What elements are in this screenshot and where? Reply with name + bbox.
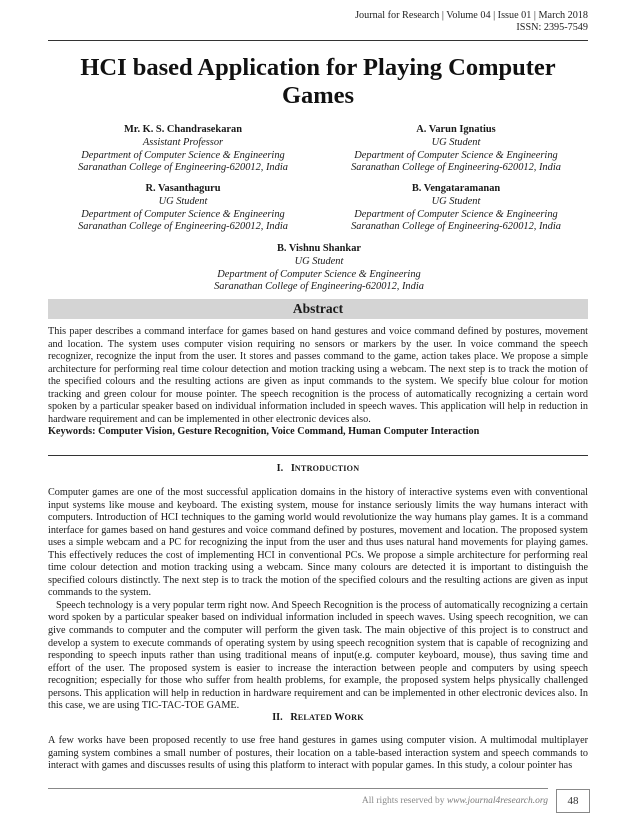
paragraph: Computer games are one of the most successful application domains in the history of interactive systems even with conventional input systems like mouse and keyboard. The existing system, mouse for instance seriously limits the way humans interact with computers. Introduction of HCI techniques to the gaming world would revolutionize the way humans play games. It is a command interface for games based on hand gestures and voice command defined by postures, movement and location. The proposed system uses a simple webcam and a PC for recognizing the input from the user and thus uses natural hand movements for playing games. This effectively reduces the cost of implementing HCI in conventional PCs. We propose a simple architecture for performing real time colour detection and motion tracking using a webcam. Since many colours are detected it is important to distinguish the specified colours distinctly. The next step is to track the motion of the specified colours and the resulting actions are given as input commands to the system.: [48, 487, 588, 599]
paragraph: Speech technology is a very popular term right now. And Speech Recognition is the process of automatically recognizing a certain word spoken by a particular speaker based on individual information included in speech waves. Using speech recognition, we can give commands to computer and the computer will perform the given task. The main objective of this project is to construct and develop a system to execute commands of operating system by using speech recognition system that is capable of recognizing and responding to speech inputs rather than using traditional means of input(e.g. computer keyboard, mouse), thus saving time and effort of the user. The proposed system is easier to increase the interaction between people and computers by using speech recognition; especially for those who suffer from health problems, for example, the proposed system helps physically challenged persons. This application will help in reduction in hardware requirement and can be implemented in other electronic devices also. In this case, we are using TIC-TAC-TOE GAME.: [48, 599, 588, 712]
author-college: Saranathan College of Engineering-620012, India: [214, 281, 424, 293]
author-name: A. Varun Ignatius: [416, 124, 496, 135]
related-work-body: [48, 735, 588, 773]
paper-title: HCI based Application for Playing Computer Games: [80, 54, 556, 109]
author-college: Saranathan College of Engineering-620012, India: [78, 162, 288, 174]
footer-rights: All rights reserved by: [361, 796, 445, 806]
author-role: UG Student: [294, 255, 344, 267]
journal-header: [355, 10, 588, 34]
author-name: Mr. K. S. Chandrasekaran: [124, 124, 242, 135]
author-role: Assistant Professor: [142, 136, 224, 148]
author-college: Saranathan College of Engineering-620012, India: [351, 162, 561, 174]
author-block-3: [48, 183, 318, 234]
abstract-heading: Abstract: [48, 299, 588, 319]
header-rule: [48, 40, 588, 41]
section-heading-introduction: I. INTRODUCTION: [276, 463, 360, 474]
issn: ISSN: 2395-7549: [516, 22, 588, 33]
author-dept: Department of Computer Science & Engineering: [354, 208, 558, 220]
page-number: 48: [556, 789, 590, 813]
author-college: Saranathan College of Engineering-620012, India: [78, 221, 288, 233]
author-dept: Department of Computer Science & Engineering: [81, 149, 285, 161]
footer-url[interactable]: www.journal4research.org: [446, 796, 548, 806]
footer-rule: [48, 788, 548, 789]
abstract-text: This paper describes a command interface for games based on hand gestures and voice command defined by postures, movement and location. The system uses computer vision requiring no sensors or markers by the user. In voice command the speech recognizer, recognize the input from the user. It stores and passes command to the game, action takes place. We propose a simple architecture for performing real time colour detection and motion tracking using a webcam. The next step is to track the motion of the specified colours and the resulting actions are given as input commands to the system. We specify blue colour for motion tracking and green colour for mouse pointer. The speech recognition is the process of automatically recognizing a certain word spoken by a particular speaker based on individual information included in speech waves. This application will help in reduction in hardware requirement and can be implemented in other electronic devices also.: [48, 326, 588, 425]
author-college: Saranathan College of Engineering-620012, India: [351, 221, 561, 233]
author-dept: Department of Computer Science & Engineering: [217, 268, 421, 280]
author-dept: Department of Computer Science & Engineering: [81, 208, 285, 220]
author-name: R. Vasanthaguru: [145, 183, 221, 194]
abstract-body: [48, 326, 588, 439]
section-heading-related-work: II. RELATED WORK: [272, 712, 364, 723]
author-block-2: [321, 124, 591, 175]
author-dept: Department of Computer Science & Engineering: [354, 149, 558, 161]
author-name: B. Vishnu Shankar: [276, 243, 362, 254]
author-role: UG Student: [431, 195, 481, 207]
author-role: UG Student: [158, 195, 208, 207]
author-block-1: [48, 124, 318, 175]
introduction-body: [48, 487, 588, 713]
author-block-5: [184, 243, 454, 294]
abstract-rule: [48, 455, 588, 456]
paragraph: A few works have been proposed recently to use free hand gestures in games using computer vision. A multimodal multiplayer gaming system combines a small number of postures, their location on a table-based interaction system and speech commands to interact with games and discusses results of using this platform to interact with popular games. In this study, a colour pointer has: [48, 735, 588, 772]
author-role: UG Student: [431, 136, 481, 148]
journal-info: Journal for Research | Volume 04 | Issue 01 | March 2018: [355, 10, 588, 21]
keywords: Keywords: Computer Vision, Gesture Recognition, Voice Command, Human Computer Interaction: [48, 426, 480, 438]
author-name: B. Vengataramanan: [411, 183, 501, 194]
footer: [362, 796, 548, 806]
author-block-4: [321, 183, 591, 234]
